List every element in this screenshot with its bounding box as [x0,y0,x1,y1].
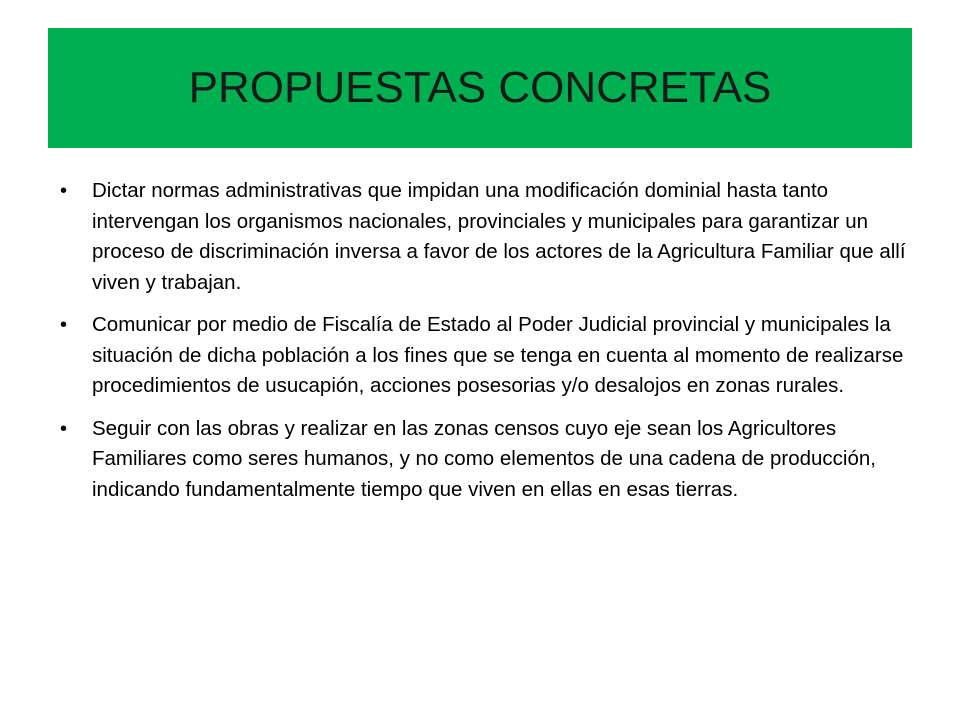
bullet-list [58,176,908,505]
title-banner [48,28,912,148]
bullet-text: Seguir con las obras y realizar en las zonas censos cuyo eje sean los Agricultores Familiares como seres humanos, y no como elementos de una cadena de producción, indicando fundamentalmente tiempo que viven en ellas en esas tierras. [92,416,876,501]
bullet-dot-icon: • [60,314,68,336]
bullet-text: Dictar normas administrativas que impidan una modificación dominial hasta tanto intervengan los organismos nacionales, provinciales y municipales para garantizar un proceso de discriminación inversa a favor de los actores de la Agricultura Familiar que allí viven y trabajan. [92,179,906,294]
bullet-item [58,414,908,506]
bullet-text: Comunicar por medio de Fiscalía de Estado al Poder Judicial provincial y municipales la situación de dicha población a los fines que se tenga en cuenta al momento de realizarse procedimientos de usucapión, acciones posesorias y/o desalojos en zonas rurales. [92,313,904,397]
bullet-item [58,176,908,298]
bullet-dot-icon: • [60,180,68,202]
slide-title: PROPUESTAS CONCRETAS [188,63,772,112]
bullet-item [58,310,908,402]
bullet-dot-icon: • [60,417,68,440]
slide-body [58,176,908,517]
